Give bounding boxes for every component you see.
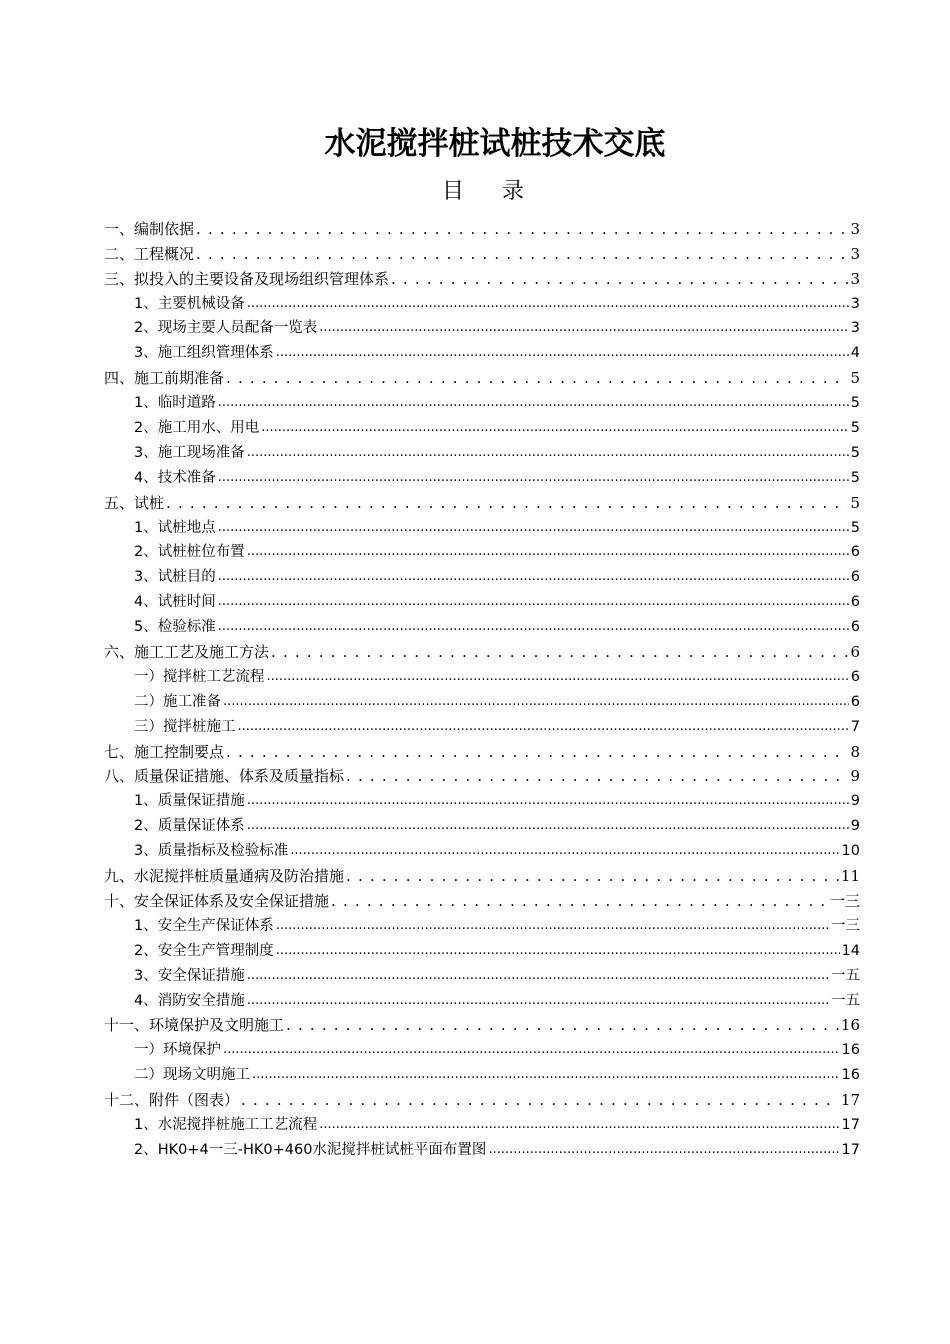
toc-entry-page: 一三	[829, 891, 860, 910]
toc-leader	[261, 418, 849, 438]
toc-heading	[0, 174, 950, 205]
toc-entry-title: 2、试桩桩位布置	[134, 544, 245, 561]
toc-entry-page: 5	[850, 469, 860, 486]
toc-entry[interactable]	[104, 637, 860, 662]
toc-entry-page: 4	[850, 345, 860, 362]
toc-subentry[interactable]	[104, 712, 860, 737]
toc-entry-page: 6	[850, 619, 860, 636]
toc-entry[interactable]	[104, 264, 860, 289]
toc-leader	[218, 393, 849, 413]
toc-entry-title: 四、施工前期准备	[104, 369, 225, 388]
toc-subentry[interactable]	[104, 289, 860, 314]
toc-subentry[interactable]	[104, 836, 860, 861]
toc-subentry[interactable]	[104, 562, 860, 587]
toc-entry-page: 16	[841, 1067, 860, 1084]
toc-subentry[interactable]	[104, 612, 860, 637]
toc-subentry[interactable]	[104, 1110, 860, 1135]
toc-entry-title: 二）施工准备	[134, 693, 221, 710]
toc-entry[interactable]	[104, 737, 860, 762]
toc-entry-title: 二）现场文明施工	[134, 1067, 250, 1084]
toc-entry-page: 3	[850, 320, 860, 337]
toc-leader	[218, 617, 849, 637]
toc-entry-title: 一）环境保护	[134, 1042, 221, 1059]
toc-entry-title: 一）搅拌桩工艺流程	[134, 668, 265, 685]
toc-leader	[247, 816, 849, 836]
toc-entry[interactable]	[104, 1085, 860, 1110]
toc-entry[interactable]	[104, 861, 860, 886]
toc-leader	[241, 1090, 839, 1110]
toc-leader	[196, 219, 848, 239]
toc-entry-page: 14	[841, 942, 860, 959]
toc-subentry[interactable]	[104, 911, 860, 936]
toc-leader	[226, 742, 848, 762]
toc-subentry[interactable]	[104, 662, 860, 687]
toc-entry-title: 1、临时道路	[134, 395, 216, 412]
toc-entry-title: 二、工程概况	[104, 244, 195, 263]
toc-entry[interactable]	[104, 1011, 860, 1036]
toc-entry-title: 3、质量指标及检验标准	[134, 843, 289, 860]
toc-entry-page: 9	[850, 767, 860, 786]
toc-subentry[interactable]	[104, 538, 860, 563]
toc-leader	[218, 468, 849, 488]
toc-heading-left: 目	[441, 179, 464, 204]
toc-leader	[218, 518, 849, 538]
toc-leader	[276, 343, 849, 363]
toc-entry-title: 3、施工组织管理体系	[134, 345, 274, 362]
toc-entry-title: 2、质量保证体系	[134, 818, 245, 835]
toc-entry[interactable]	[104, 886, 860, 911]
toc-entry-page: 17	[840, 1091, 860, 1110]
toc-entry-title: 4、消防安全措施	[134, 992, 245, 1009]
toc-subentry[interactable]	[104, 513, 860, 538]
toc-entry-page: 16	[840, 1016, 860, 1035]
toc-entry-title: 八、质量保证措施、体系及质量指标	[104, 767, 345, 786]
toc-entry-page: 一五	[831, 967, 860, 984]
toc-entry-page: 8	[850, 742, 860, 761]
toc-leader	[223, 1040, 840, 1060]
toc-entry[interactable]	[104, 363, 860, 388]
toc-entry-title: 2、HK0+4一三-HK0+460水泥搅拌桩试桩平面布置图	[134, 1141, 487, 1158]
toc-subentry[interactable]	[104, 413, 860, 438]
toc-subentry[interactable]	[104, 786, 860, 811]
toc-heading-right: 录	[502, 179, 525, 204]
toc-entry-title: 2、安全生产管理制度	[134, 942, 274, 959]
toc-subentry[interactable]	[104, 388, 860, 413]
toc-leader	[319, 1115, 839, 1135]
toc-entry-title: 七、施工控制要点	[104, 742, 225, 761]
toc-entry-page: 3	[850, 295, 860, 312]
toc-subentry[interactable]	[104, 463, 860, 488]
toc-entry-page: 5	[850, 493, 860, 512]
toc-entry-page: 3	[850, 219, 860, 238]
toc-leader	[267, 667, 849, 687]
toc-entry-page: 6	[850, 594, 860, 611]
toc-entry-title: 1、试桩地点	[134, 519, 216, 536]
toc-entry-title: 1、安全生产保证体系	[134, 917, 274, 934]
toc-entry-page: 17	[841, 1116, 860, 1133]
toc-leader	[488, 1140, 839, 1160]
table-of-contents	[104, 214, 860, 1160]
toc-leader	[196, 244, 848, 264]
toc-leader	[247, 791, 849, 811]
toc-leader	[166, 493, 848, 513]
toc-entry-title: 九、水泥搅拌桩质量通病及防治措施	[104, 867, 345, 886]
toc-leader	[247, 443, 849, 463]
toc-entry-page: 11	[840, 867, 860, 886]
toc-leader	[247, 294, 849, 314]
toc-entry-page: 9	[850, 793, 860, 810]
toc-entry-title: 六、施工工艺及施工方法	[104, 643, 270, 662]
toc-entry-page: 16	[841, 1042, 860, 1059]
toc-entry-page: 5	[850, 369, 860, 388]
toc-subentry[interactable]	[104, 986, 860, 1011]
toc-entry-page: 17	[841, 1141, 860, 1158]
toc-leader	[247, 991, 829, 1011]
toc-entry-page: 3	[850, 244, 860, 263]
toc-entry-page: 7	[850, 718, 860, 735]
toc-entry-title: 十、安全保证体系及安全保证措施	[104, 891, 330, 910]
toc-entry[interactable]	[104, 239, 860, 264]
toc-entry-title: 1、水泥搅拌桩施工工艺流程	[134, 1116, 318, 1133]
toc-entry-title: 4、技术准备	[134, 469, 216, 486]
toc-entry-page: 3	[850, 269, 860, 288]
toc-subentry[interactable]	[104, 1035, 860, 1060]
toc-entry-title: 1、主要机械设备	[134, 295, 245, 312]
toc-subentry[interactable]	[104, 338, 860, 363]
toc-entry-page: 一三	[831, 917, 860, 934]
toc-leader	[271, 642, 848, 662]
toc-subentry[interactable]	[104, 1135, 860, 1160]
toc-subentry[interactable]	[104, 587, 860, 612]
toc-entry-page: 9	[850, 818, 860, 835]
toc-entry-title: 5、检验标准	[134, 619, 216, 636]
toc-subentry[interactable]	[104, 936, 860, 961]
toc-leader	[226, 368, 848, 388]
toc-subentry[interactable]	[104, 438, 860, 463]
toc-entry-page: 6	[850, 544, 860, 561]
toc-entry-title: 3、安全保证措施	[134, 967, 245, 984]
toc-entry-title: 4、试桩时间	[134, 594, 216, 611]
toc-entry-page: 6	[850, 693, 860, 710]
toc-entry-title: 三、拟投入的主要设备及现场组织管理体系	[104, 269, 390, 288]
toc-entry-page: 6	[850, 569, 860, 586]
toc-leader	[276, 941, 840, 961]
toc-entry-title: 十一、环境保护及文明施工	[104, 1016, 285, 1035]
document-title: 水泥搅拌桩试桩技术交底	[324, 126, 666, 162]
toc-leader	[331, 891, 828, 911]
toc-subentry[interactable]	[104, 811, 860, 836]
toc-entry-page: 6	[850, 643, 860, 662]
toc-leader	[218, 592, 849, 612]
toc-entry-title: 一、编制依据	[104, 219, 195, 238]
toc-entry[interactable]	[104, 214, 860, 239]
toc-leader	[319, 318, 849, 338]
toc-entry-title: 五、试桩	[104, 493, 165, 512]
toc-subentry[interactable]	[104, 687, 860, 712]
toc-entry-title: 三）搅拌桩施工	[134, 718, 236, 735]
toc-leader	[276, 916, 829, 936]
toc-leader	[238, 717, 849, 737]
toc-entry-page: 5	[850, 395, 860, 412]
toc-entry-page: 6	[850, 668, 860, 685]
toc-subentry[interactable]	[104, 1060, 860, 1085]
toc-entry-title: 1、质量保证措施	[134, 793, 245, 810]
toc-entry-title: 2、现场主要人员配备一览表	[134, 320, 318, 337]
toc-leader	[290, 841, 839, 861]
toc-entry-title: 十二、附件（图表）	[104, 1091, 240, 1110]
toc-leader	[252, 1065, 840, 1085]
toc-entry-page: 5	[850, 420, 860, 437]
toc-entry-page: 5	[850, 519, 860, 536]
toc-entry[interactable]	[104, 762, 860, 787]
toc-entry-page: 10	[841, 843, 860, 860]
toc-entry-page: 一五	[831, 992, 860, 1009]
toc-entry-title: 3、试桩目的	[134, 569, 216, 586]
toc-leader	[286, 1015, 839, 1035]
toc-leader	[391, 269, 848, 289]
toc-entry[interactable]	[104, 488, 860, 513]
toc-entry-title: 3、施工现场准备	[134, 444, 245, 461]
toc-entry-page: 5	[850, 444, 860, 461]
toc-leader	[218, 567, 849, 587]
toc-leader	[247, 966, 829, 986]
toc-entry-title: 2、施工用水、用电	[134, 420, 260, 437]
toc-leader	[346, 766, 848, 786]
toc-subentry[interactable]	[104, 961, 860, 986]
toc-leader	[247, 542, 849, 562]
toc-leader	[346, 866, 839, 886]
toc-subentry[interactable]	[104, 314, 860, 339]
toc-leader	[223, 692, 849, 712]
